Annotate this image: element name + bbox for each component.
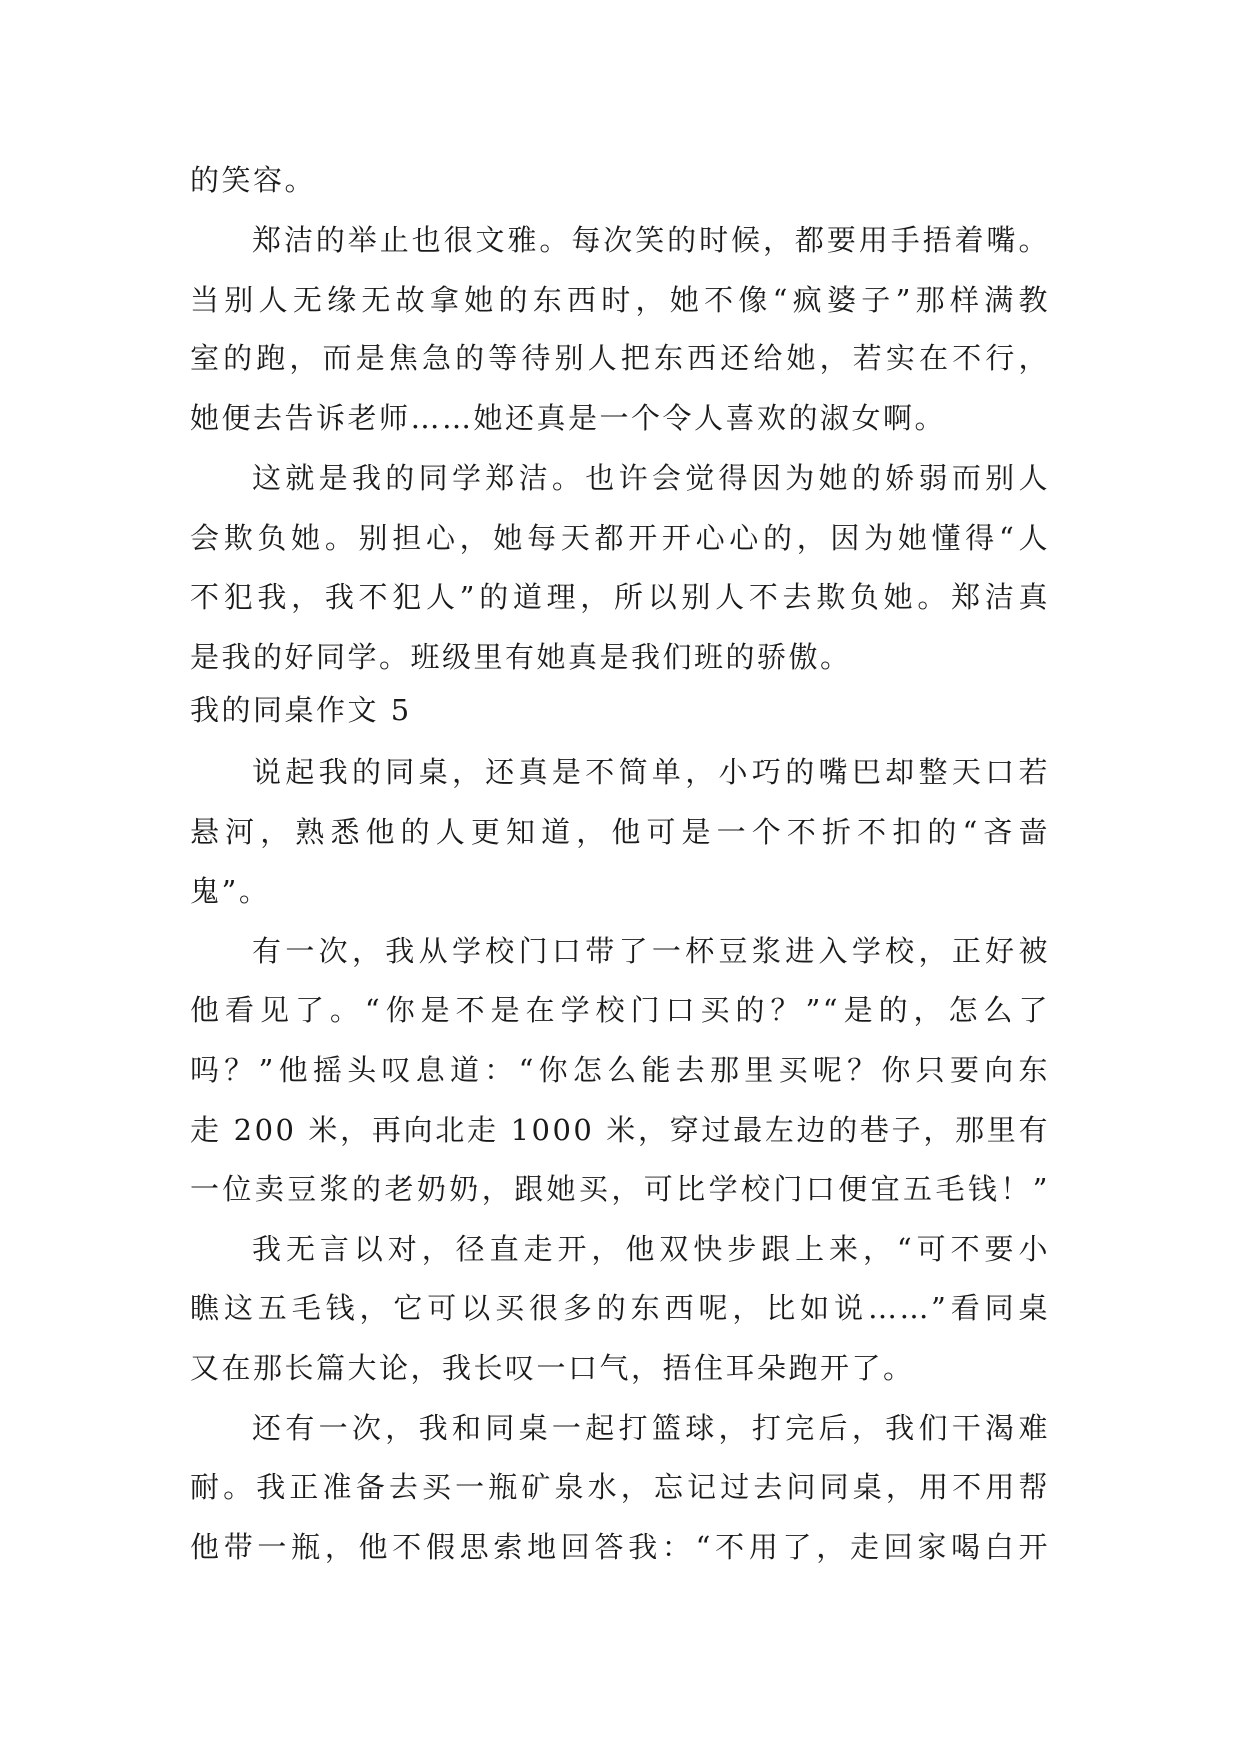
text-line: 当别人无缘无故拿她的东西时，她不像“疯婆子”那样满教 — [190, 283, 1050, 317]
paragraph-first-line: 有一次，我从学校门口带了一杯豆浆进入学校，正好被 — [252, 934, 1050, 968]
text-line: 一位卖豆浆的老奶奶，跟她买，可比学校门口便宜五毛钱！” — [190, 1172, 1050, 1206]
text-line: 走 200 米，再向北走 1000 米，穿过最左边的巷子，那里有 — [190, 1113, 1050, 1147]
text-line: 他看见了。“你是不是在学校门口买的？”“是的，怎么了 — [190, 993, 1050, 1027]
text-line: 室的跑，而是焦急的等待别人把东西还给她，若实在不行， — [190, 341, 1050, 375]
text-line: 吗？”他摇头叹息道：“你怎么能去那里买呢？你只要向东 — [190, 1053, 1050, 1087]
text-line: 耐。我正准备去买一瓶矿泉水，忘记过去问同桌，用不用帮 — [190, 1470, 1050, 1504]
text-line: 鬼”。 — [190, 874, 271, 908]
paragraph-first-line: 还有一次，我和同桌一起打篮球，打完后，我们干渴难 — [252, 1411, 1050, 1445]
text-line: 又在那长篇大论，我长叹一口气，捂住耳朵跑开了。 — [190, 1351, 915, 1385]
paragraph-first-line: 郑洁的举止也很文雅。每次笑的时候，都要用手捂着嘴。 — [252, 223, 1050, 257]
text-line: 他带一瓶，他不假思索地回答我：“不用了，走回家喝白开 — [190, 1530, 1050, 1564]
text-line: 是我的好同学。班级里有她真是我们班的骄傲。 — [190, 640, 852, 674]
text-line: 会欺负她。别担心，她每天都开开心心的，因为她懂得“人 — [190, 521, 1050, 555]
paragraph-first-line: 说起我的同桌，还真是不简单，小巧的嘴巴却整天口若 — [252, 755, 1050, 789]
paragraph-first-line: 我无言以对，径直走开，他双快步跟上来，“可不要小 — [252, 1232, 1050, 1266]
text-line: 的笑容。 — [190, 163, 317, 197]
text-line: 她便去告诉老师……她还真是一个令人喜欢的淑女啊。 — [190, 401, 947, 435]
text-line: 不犯我，我不犯人”的道理，所以别人不去欺负她。郑洁真 — [190, 580, 1050, 614]
section-heading: 我的同桌作文 5 — [190, 693, 412, 727]
text-line: 悬河，熟悉他的人更知道，他可是一个不折不扣的“吝啬 — [190, 815, 1050, 849]
paragraph-first-line: 这就是我的同学郑洁。也许会觉得因为她的娇弱而别人 — [252, 461, 1050, 495]
text-line: 瞧这五毛钱，它可以买很多的东西呢，比如说……”看同桌 — [190, 1291, 1050, 1325]
